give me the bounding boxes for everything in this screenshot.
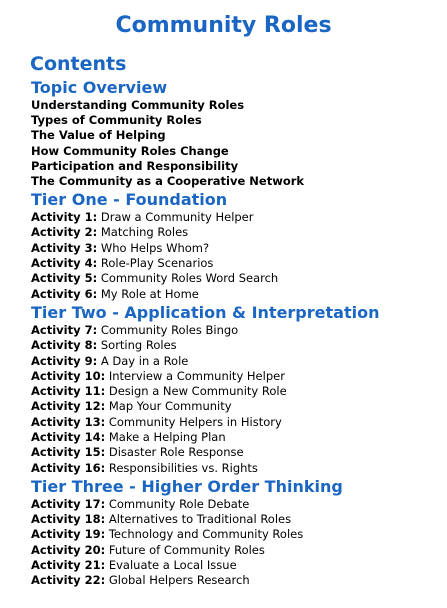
toc-activity — [31, 241, 441, 256]
activity-label: Activity 17: — [31, 496, 106, 511]
toc-topic: The Value of Helping — [31, 128, 166, 143]
activity-title: Global Helpers Research — [108, 573, 250, 588]
activity-label: Activity 2: — [31, 225, 98, 240]
toc-topic: The Community as a Cooperative Network — [31, 173, 305, 188]
activity-title: Future of Community Roles — [108, 542, 265, 557]
section-heading-tier-three: Tier Three - Higher Order Thinking — [31, 476, 343, 496]
activity-title: Community Role Debate — [108, 496, 250, 511]
contents-heading: Contents — [30, 53, 127, 75]
activity-label: Activity 11: — [31, 384, 106, 399]
table-of-contents — [31, 76, 441, 589]
toc-activity — [31, 445, 441, 460]
activity-label: Activity 3: — [31, 240, 98, 255]
toc-activity — [31, 527, 441, 542]
toc-activity — [31, 354, 441, 369]
activity-title: My Role at Home — [100, 286, 199, 301]
toc-activity — [31, 287, 441, 302]
toc-activity — [31, 369, 441, 384]
activity-title: Evaluate a Local Issue — [108, 558, 237, 573]
activity-label: Activity 8: — [31, 338, 98, 353]
section-heading-tier-two: Tier Two - Application & Interpretation — [31, 302, 380, 322]
activity-title: Technology and Community Roles — [108, 527, 304, 542]
toc-activity — [31, 271, 441, 286]
activity-label: Activity 7: — [31, 322, 98, 337]
toc-activity — [31, 323, 441, 338]
toc-activity — [31, 256, 441, 271]
activity-title: A Day in a Role — [100, 353, 189, 368]
activity-label: Activity 4: — [31, 256, 98, 271]
activity-label: Activity 19: — [31, 527, 106, 542]
toc-activity — [31, 461, 441, 476]
activity-title: Matching Roles — [100, 225, 189, 240]
activity-label: Activity 21: — [31, 558, 106, 573]
activity-label: Activity 14: — [31, 429, 106, 444]
activity-label: Activity 18: — [31, 512, 106, 527]
toc-activity — [31, 210, 441, 225]
section-heading-topic-overview: Topic Overview — [31, 78, 168, 97]
toc-activity — [31, 497, 441, 512]
activity-label: Activity 22: — [31, 573, 106, 588]
activity-label: Activity 13: — [31, 414, 106, 429]
activity-title: Community Roles Word Search — [100, 271, 279, 286]
activity-title: Draw a Community Helper — [100, 210, 254, 225]
activity-label: Activity 15: — [31, 445, 106, 460]
activity-title: Alternatives to Traditional Roles — [108, 512, 292, 527]
section-heading-tier-one: Tier One - Foundation — [31, 190, 228, 210]
activity-title: Map Your Community — [108, 399, 232, 414]
activity-label: Activity 9: — [31, 353, 98, 368]
activity-label: Activity 16: — [31, 460, 106, 475]
activity-title: Community Helpers in History — [108, 414, 282, 429]
toc-activity — [31, 399, 441, 414]
activity-label: Activity 5: — [31, 271, 98, 286]
toc-activity — [31, 573, 441, 588]
document-title: Community Roles — [115, 13, 332, 38]
activity-title: Design a New Community Role — [108, 384, 287, 399]
toc-topic: Understanding Community Roles — [31, 98, 245, 112]
activity-label: Activity 20: — [31, 542, 106, 557]
toc-activity — [31, 543, 441, 558]
activity-title: Responsibilities vs. Rights — [108, 460, 258, 475]
activity-title: Make a Helping Plan — [108, 429, 226, 444]
activity-title: Interview a Community Helper — [108, 368, 285, 383]
toc-activity — [31, 338, 441, 353]
activity-title: Role-Play Scenarios — [100, 256, 214, 271]
activity-title: Sorting Roles — [100, 338, 177, 353]
activity-label: Activity 10: — [31, 368, 106, 383]
activity-label: Activity 6: — [31, 286, 98, 301]
toc-topic: Types of Community Roles — [31, 113, 202, 128]
toc-activity — [31, 225, 441, 240]
toc-activity — [31, 558, 441, 573]
activity-title: Community Roles Bingo — [100, 322, 239, 337]
toc-activity — [31, 512, 441, 527]
activity-title: Disaster Role Response — [108, 445, 244, 460]
activity-title: Who Helps Whom? — [100, 240, 210, 255]
toc-topic: Participation and Responsibility — [31, 158, 239, 173]
toc-topic: How Community Roles Change — [31, 143, 229, 158]
toc-activity — [31, 384, 441, 399]
activity-label: Activity 12: — [31, 399, 106, 414]
toc-activity — [31, 415, 441, 430]
activity-label: Activity 1: — [31, 210, 98, 225]
toc-activity — [31, 430, 441, 445]
